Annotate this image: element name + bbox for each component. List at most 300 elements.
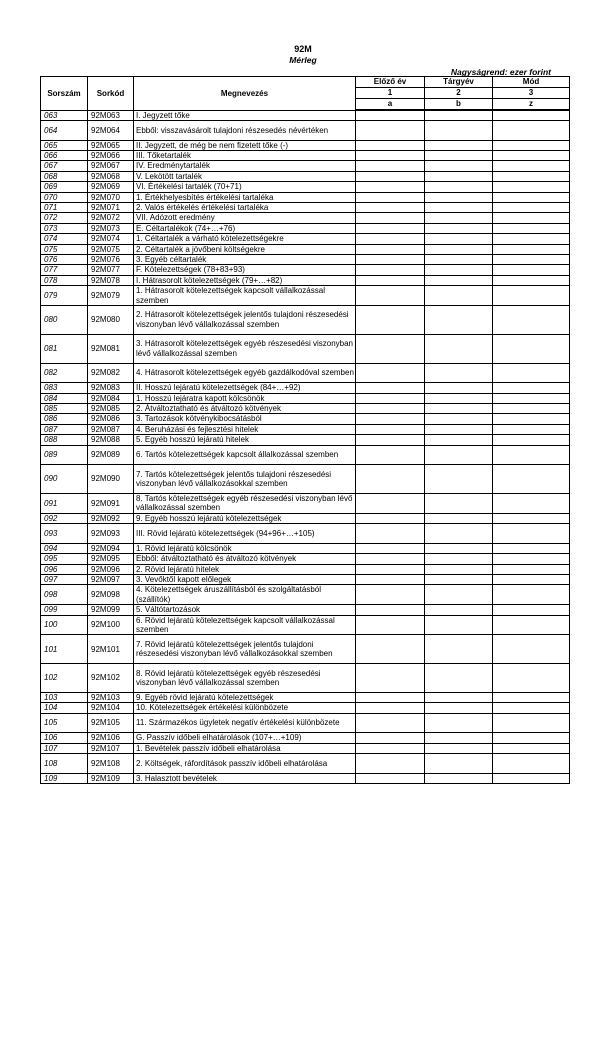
row-description: Ebből: átváltoztatható és átváltozó kötvények [134, 554, 356, 564]
value-cell-mod[interactable] [493, 494, 570, 514]
value-cell-targyev[interactable] [425, 223, 493, 233]
row-number: 099 [41, 605, 88, 615]
row-number: 086 [41, 414, 88, 424]
value-cell-targyev[interactable] [425, 110, 493, 120]
value-cell-targyev[interactable] [425, 275, 493, 285]
row-code: 92M069 [88, 182, 134, 192]
header-targyev: Tárgyév [425, 77, 493, 88]
table-row [41, 393, 570, 403]
row-code: 92M072 [88, 213, 134, 223]
row-description: I. Hátrasorolt kötelezettségek (79+…+82) [134, 275, 356, 285]
value-cell-mod[interactable] [493, 254, 570, 264]
row-code: 92M080 [88, 306, 134, 335]
row-description: E. Céltartalékok (74+…+76) [134, 223, 356, 233]
header-let-b: b [425, 99, 493, 111]
value-cell-targyev[interactable] [425, 743, 493, 753]
value-cell-mod[interactable] [493, 605, 570, 615]
row-number: 082 [41, 363, 88, 383]
value-cell-elozo-ev[interactable] [356, 424, 425, 434]
header-num-3: 3 [493, 88, 570, 99]
row-code: 92M109 [88, 773, 134, 783]
value-cell-targyev[interactable] [425, 265, 493, 275]
row-code: 92M090 [88, 465, 134, 494]
row-code: 92M070 [88, 192, 134, 202]
row-number: 095 [41, 554, 88, 564]
value-cell-targyev[interactable] [425, 703, 493, 713]
value-cell-elozo-ev[interactable] [356, 754, 425, 774]
value-cell-elozo-ev[interactable] [356, 110, 425, 120]
value-cell-targyev[interactable] [425, 445, 493, 465]
row-description: 8. Tartós kötelezettségek egyéb részesedési viszonyban lévő vállalkozással szemben [134, 494, 356, 514]
value-cell-mod[interactable] [493, 244, 570, 254]
value-cell-mod[interactable] [493, 733, 570, 743]
value-cell-mod[interactable] [493, 693, 570, 703]
row-description: II. Jegyzett, de még be nem fizetett tőke (-) [134, 140, 356, 150]
table-row [41, 213, 570, 223]
row-number: 093 [41, 524, 88, 544]
row-code: 92M071 [88, 202, 134, 212]
table-row [41, 244, 570, 254]
value-cell-targyev[interactable] [425, 605, 493, 615]
value-cell-elozo-ev[interactable] [356, 234, 425, 244]
table-row [41, 363, 570, 383]
value-cell-mod[interactable] [493, 192, 570, 202]
table-row [41, 120, 570, 140]
table-row [41, 110, 570, 120]
value-cell-elozo-ev[interactable] [356, 664, 425, 693]
table-row [41, 733, 570, 743]
row-description: III. Rövid lejáratú kötelezettségek (94+96+…+105) [134, 524, 356, 544]
table-row [41, 265, 570, 275]
row-description: 7. Rövid lejáratú kötelezettségek jelentős tulajdoni részesedési viszonyban lévő vállalkozásokkal szemben [134, 635, 356, 664]
form-subtitle: Mérleg [289, 55, 317, 65]
value-cell-elozo-ev[interactable] [356, 161, 425, 171]
value-cell-elozo-ev[interactable] [356, 733, 425, 743]
value-cell-mod[interactable] [493, 213, 570, 223]
value-cell-elozo-ev[interactable] [356, 363, 425, 383]
table-row [41, 494, 570, 514]
value-cell-targyev[interactable] [425, 664, 493, 693]
value-cell-elozo-ev[interactable] [356, 334, 425, 363]
value-cell-mod[interactable] [493, 393, 570, 403]
value-cell-targyev[interactable] [425, 585, 493, 605]
value-cell-mod[interactable] [493, 171, 570, 181]
row-number: 109 [41, 773, 88, 783]
value-cell-elozo-ev[interactable] [356, 223, 425, 233]
value-cell-mod[interactable] [493, 524, 570, 544]
value-cell-elozo-ev[interactable] [356, 564, 425, 574]
value-cell-targyev[interactable] [425, 202, 493, 212]
value-cell-targyev[interactable] [425, 213, 493, 223]
row-code: 92M099 [88, 605, 134, 615]
header-elozo-ev: Előző év [356, 77, 425, 88]
row-code: 92M104 [88, 703, 134, 713]
table-row [41, 306, 570, 335]
value-cell-mod[interactable] [493, 445, 570, 465]
value-cell-mod[interactable] [493, 585, 570, 605]
table-row [41, 334, 570, 363]
row-number: 092 [41, 513, 88, 523]
value-cell-elozo-ev[interactable] [356, 445, 425, 465]
table-row [41, 465, 570, 494]
header-sorszam: Sorszám [41, 77, 88, 111]
row-number: 088 [41, 435, 88, 445]
value-cell-elozo-ev[interactable] [356, 254, 425, 264]
value-cell-elozo-ev[interactable] [356, 494, 425, 514]
row-code: 92M103 [88, 693, 134, 703]
table-row [41, 635, 570, 664]
value-cell-elozo-ev[interactable] [356, 435, 425, 445]
row-description: I. Jegyzett tőke [134, 110, 356, 120]
row-number: 068 [41, 171, 88, 181]
row-description: VI. Értékelési tartalék (70+71) [134, 182, 356, 192]
form-title: 92M [294, 44, 312, 54]
header-let-z: z [493, 99, 570, 111]
value-cell-elozo-ev[interactable] [356, 286, 425, 306]
row-code: 92M063 [88, 110, 134, 120]
value-cell-elozo-ev[interactable] [356, 513, 425, 523]
value-cell-targyev[interactable] [425, 120, 493, 140]
row-description: 1. Hosszú lejáratra kapott kölcsönök [134, 393, 356, 403]
value-cell-mod[interactable] [493, 465, 570, 494]
row-number: 071 [41, 202, 88, 212]
row-code: 92M102 [88, 664, 134, 693]
value-cell-targyev[interactable] [425, 543, 493, 553]
value-cell-targyev[interactable] [425, 383, 493, 393]
table-row [41, 664, 570, 693]
value-cell-mod[interactable] [493, 564, 570, 574]
table-row [41, 234, 570, 244]
row-description: 9. Egyéb rövid lejáratú kötelezettségek [134, 693, 356, 703]
row-code: 92M082 [88, 363, 134, 383]
row-description: 9. Egyéb hosszú lejáratú kötelezettségek [134, 513, 356, 523]
row-number: 072 [41, 213, 88, 223]
row-number: 083 [41, 383, 88, 393]
value-cell-targyev[interactable] [425, 465, 493, 494]
value-cell-elozo-ev[interactable] [356, 306, 425, 335]
value-cell-targyev[interactable] [425, 192, 493, 202]
value-cell-elozo-ev[interactable] [356, 465, 425, 494]
row-description: 11. Származékos ügyletek negatív értékelési különbözete [134, 713, 356, 733]
row-description: 1. Céltartalék a várható kötelezettségekre [134, 234, 356, 244]
value-cell-mod[interactable] [493, 703, 570, 713]
value-cell-mod[interactable] [493, 414, 570, 424]
value-cell-elozo-ev[interactable] [356, 635, 425, 664]
row-description: F. Kötelezettségek (78+83+93) [134, 265, 356, 275]
value-cell-targyev[interactable] [425, 424, 493, 434]
row-description: III. Tőketartalék [134, 150, 356, 160]
row-number: 087 [41, 424, 88, 434]
value-cell-targyev[interactable] [425, 575, 493, 585]
value-cell-elozo-ev[interactable] [356, 743, 425, 753]
table-row [41, 615, 570, 635]
row-code: 92M107 [88, 743, 134, 753]
row-code: 92M101 [88, 635, 134, 664]
row-description: 1. Értékhelyesbítés értékelési tartaléka [134, 192, 356, 202]
row-description: 2. Valós értékelés értékelési tartaléka [134, 202, 356, 212]
row-number: 076 [41, 254, 88, 264]
value-cell-targyev[interactable] [425, 564, 493, 574]
value-cell-mod[interactable] [493, 713, 570, 733]
value-cell-mod[interactable] [493, 234, 570, 244]
row-description: 10. Kötelezettségek értékelési különbözete [134, 703, 356, 713]
row-number: 102 [41, 664, 88, 693]
table-row [41, 445, 570, 465]
table-row [41, 254, 570, 264]
value-cell-targyev[interactable] [425, 754, 493, 774]
balance-sheet-table [40, 76, 570, 784]
value-cell-mod[interactable] [493, 223, 570, 233]
value-cell-targyev[interactable] [425, 635, 493, 664]
value-cell-mod[interactable] [493, 754, 570, 774]
row-number: 089 [41, 445, 88, 465]
table-row [41, 404, 570, 414]
value-cell-elozo-ev[interactable] [356, 192, 425, 202]
value-cell-targyev[interactable] [425, 773, 493, 783]
row-number: 080 [41, 306, 88, 335]
value-cell-mod[interactable] [493, 773, 570, 783]
value-cell-elozo-ev[interactable] [356, 605, 425, 615]
row-code: 92M088 [88, 435, 134, 445]
value-cell-mod[interactable] [493, 286, 570, 306]
value-cell-elozo-ev[interactable] [356, 244, 425, 254]
value-cell-elozo-ev[interactable] [356, 773, 425, 783]
row-description: 3. Tartozások kötvénykibocsátásból [134, 414, 356, 424]
row-description: 6. Rövid lejáratú kötelezettségek kapcsolt vállalkozással szemben [134, 615, 356, 635]
row-code: 92M066 [88, 150, 134, 160]
value-cell-mod[interactable] [493, 664, 570, 693]
row-code: 92M076 [88, 254, 134, 264]
row-description: 3. Vevőktől kapott előlegek [134, 575, 356, 585]
value-cell-targyev[interactable] [425, 615, 493, 635]
value-cell-targyev[interactable] [425, 363, 493, 383]
row-description: 2. Hátrasorolt kötelezettségek jelentős tulajdoni részesedési viszonyban lévő vállalkozással szemben [134, 306, 356, 335]
value-cell-elozo-ev[interactable] [356, 404, 425, 414]
table-row [41, 543, 570, 553]
value-cell-targyev[interactable] [425, 713, 493, 733]
row-number: 108 [41, 754, 88, 774]
value-cell-elozo-ev[interactable] [356, 575, 425, 585]
value-cell-elozo-ev[interactable] [356, 120, 425, 140]
value-cell-targyev[interactable] [425, 234, 493, 244]
table-row [41, 140, 570, 150]
row-number: 103 [41, 693, 88, 703]
table-row [41, 754, 570, 774]
row-number: 066 [41, 150, 88, 160]
value-cell-mod[interactable] [493, 615, 570, 635]
table-row [41, 703, 570, 713]
row-code: 92M079 [88, 286, 134, 306]
value-cell-mod[interactable] [493, 306, 570, 335]
value-cell-elozo-ev[interactable] [356, 383, 425, 393]
value-cell-targyev[interactable] [425, 150, 493, 160]
table-row [41, 743, 570, 753]
row-number: 079 [41, 286, 88, 306]
row-description: 6. Tartós kötelezettségek kapcsolt állalkozással szemben [134, 445, 356, 465]
row-code: 92M074 [88, 234, 134, 244]
value-cell-elozo-ev[interactable] [356, 275, 425, 285]
row-code: 92M078 [88, 275, 134, 285]
value-cell-targyev[interactable] [425, 171, 493, 181]
row-description: G. Passzív időbeli elhatárolások (107+…+109) [134, 733, 356, 743]
row-number: 107 [41, 743, 88, 753]
value-cell-elozo-ev[interactable] [356, 703, 425, 713]
table-row [41, 202, 570, 212]
value-cell-mod[interactable] [493, 383, 570, 393]
table-row [41, 161, 570, 171]
value-cell-mod[interactable] [493, 743, 570, 753]
value-cell-elozo-ev[interactable] [356, 150, 425, 160]
value-cell-mod[interactable] [493, 635, 570, 664]
row-number: 100 [41, 615, 88, 635]
value-cell-targyev[interactable] [425, 182, 493, 192]
value-cell-elozo-ev[interactable] [356, 554, 425, 564]
value-cell-elozo-ev[interactable] [356, 182, 425, 192]
value-cell-elozo-ev[interactable] [356, 414, 425, 424]
value-cell-targyev[interactable] [425, 513, 493, 523]
header-let-a: a [356, 99, 425, 111]
row-description: 7. Tartós kötelezettségek jelentős tulajdoni részesedési viszonyban lévő vállalkozásokkal szemben [134, 465, 356, 494]
row-number: 106 [41, 733, 88, 743]
value-cell-elozo-ev[interactable] [356, 713, 425, 733]
value-cell-mod[interactable] [493, 161, 570, 171]
value-cell-targyev[interactable] [425, 286, 493, 306]
value-cell-mod[interactable] [493, 513, 570, 523]
value-cell-targyev[interactable] [425, 524, 493, 544]
row-description: IV. Eredménytartalék [134, 161, 356, 171]
row-code: 92M081 [88, 334, 134, 363]
value-cell-targyev[interactable] [425, 404, 493, 414]
table-row [41, 554, 570, 564]
value-cell-mod[interactable] [493, 275, 570, 285]
row-description: 4. Beruházási és fejlesztési hitelek [134, 424, 356, 434]
row-number: 084 [41, 393, 88, 403]
value-cell-mod[interactable] [493, 110, 570, 120]
row-code: 92M086 [88, 414, 134, 424]
value-cell-elozo-ev[interactable] [356, 524, 425, 544]
row-number: 081 [41, 334, 88, 363]
row-code: 92M077 [88, 265, 134, 275]
value-cell-elozo-ev[interactable] [356, 585, 425, 605]
table-row [41, 605, 570, 615]
table-row [41, 524, 570, 544]
table-row [41, 171, 570, 181]
value-cell-elozo-ev[interactable] [356, 543, 425, 553]
value-cell-mod[interactable] [493, 334, 570, 363]
unit-note: Nagyságrend: ezer forint [450, 67, 551, 77]
value-cell-mod[interactable] [493, 120, 570, 140]
row-code: 92M093 [88, 524, 134, 544]
header-sorkod: Sorkód [88, 77, 134, 111]
value-cell-elozo-ev[interactable] [356, 140, 425, 150]
value-cell-targyev[interactable] [425, 693, 493, 703]
row-description: Ebből: visszavásárolt tulajdoni részesedés névértéken [134, 120, 356, 140]
row-number: 094 [41, 543, 88, 553]
value-cell-mod[interactable] [493, 435, 570, 445]
row-description: 8. Rövid lejáratú kötelezettségek egyéb részesedési viszonyban lévő vállalkozással szemben [134, 664, 356, 693]
row-description: VII. Adózott eredmény [134, 213, 356, 223]
value-cell-elozo-ev[interactable] [356, 693, 425, 703]
value-cell-targyev[interactable] [425, 161, 493, 171]
row-code: 92M108 [88, 754, 134, 774]
table-row [41, 773, 570, 783]
row-number: 097 [41, 575, 88, 585]
row-number: 090 [41, 465, 88, 494]
value-cell-elozo-ev[interactable] [356, 213, 425, 223]
value-cell-targyev[interactable] [425, 393, 493, 403]
row-description: 5. Váltótartozások [134, 605, 356, 615]
row-code: 92M067 [88, 161, 134, 171]
row-code: 92M073 [88, 223, 134, 233]
row-description: 3. Egyéb céltartalék [134, 254, 356, 264]
row-number: 098 [41, 585, 88, 605]
row-number: 067 [41, 161, 88, 171]
table-row [41, 286, 570, 306]
value-cell-mod[interactable] [493, 575, 570, 585]
value-cell-elozo-ev[interactable] [356, 615, 425, 635]
row-number: 074 [41, 234, 88, 244]
value-cell-mod[interactable] [493, 150, 570, 160]
table-row [41, 414, 570, 424]
value-cell-targyev[interactable] [425, 414, 493, 424]
value-cell-targyev[interactable] [425, 254, 493, 264]
value-cell-elozo-ev[interactable] [356, 265, 425, 275]
value-cell-elozo-ev[interactable] [356, 202, 425, 212]
value-cell-elozo-ev[interactable] [356, 171, 425, 181]
value-cell-mod[interactable] [493, 363, 570, 383]
row-code: 92M084 [88, 393, 134, 403]
table-row [41, 275, 570, 285]
value-cell-targyev[interactable] [425, 244, 493, 254]
row-code: 92M085 [88, 404, 134, 414]
value-cell-mod[interactable] [493, 140, 570, 150]
value-cell-mod[interactable] [493, 424, 570, 434]
table-row [41, 585, 570, 605]
value-cell-targyev[interactable] [425, 733, 493, 743]
value-cell-targyev[interactable] [425, 334, 493, 363]
row-description: 2. Rövid lejáratú hitelek [134, 564, 356, 574]
row-code: 92M096 [88, 564, 134, 574]
value-cell-mod[interactable] [493, 404, 570, 414]
row-code: 92M106 [88, 733, 134, 743]
row-number: 101 [41, 635, 88, 664]
value-cell-targyev[interactable] [425, 140, 493, 150]
row-description: 1. Hátrasorolt kötelezettségek kapcsolt vállalkozással szemben [134, 286, 356, 306]
row-description: II. Hosszú lejáratú kötelezettségek (84+…+92) [134, 383, 356, 393]
row-number: 075 [41, 244, 88, 254]
value-cell-targyev[interactable] [425, 554, 493, 564]
row-number: 064 [41, 120, 88, 140]
row-number: 085 [41, 404, 88, 414]
row-description: 2. Költségek, ráfordítások passzív időbeli elhatárolása [134, 754, 356, 774]
table-row [41, 150, 570, 160]
value-cell-mod[interactable] [493, 202, 570, 212]
row-code: 92M098 [88, 585, 134, 605]
value-cell-elozo-ev[interactable] [356, 393, 425, 403]
value-cell-mod[interactable] [493, 265, 570, 275]
header-megnevezes: Megnevezés [134, 77, 356, 111]
value-cell-targyev[interactable] [425, 435, 493, 445]
value-cell-mod[interactable] [493, 543, 570, 553]
value-cell-mod[interactable] [493, 182, 570, 192]
value-cell-mod[interactable] [493, 554, 570, 564]
header-mod: Mód [493, 77, 570, 88]
table-row [41, 383, 570, 393]
table-row [41, 435, 570, 445]
value-cell-targyev[interactable] [425, 306, 493, 335]
header-num-2: 2 [425, 88, 493, 99]
value-cell-targyev[interactable] [425, 494, 493, 514]
